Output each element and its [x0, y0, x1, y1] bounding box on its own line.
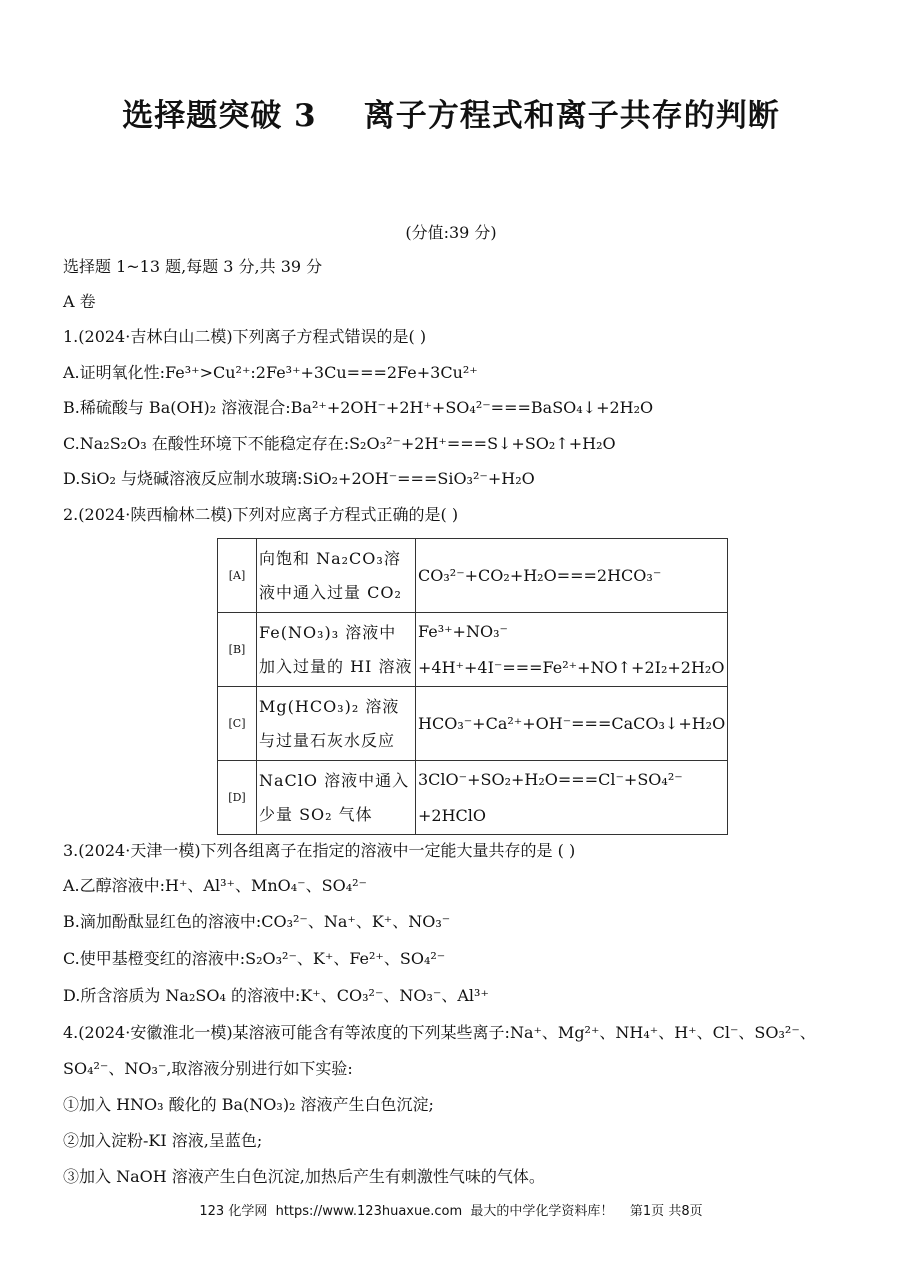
q2-options-table	[217, 538, 728, 835]
q3-option-b: B.滴加酚酞显红色的溶液中:CO₃²⁻、Na⁺、K⁺、NO₃⁻	[63, 912, 451, 931]
option-description: NaClO 溶液中通入少量 SO₂ 气体	[257, 761, 416, 835]
q3-option-d: D.所含溶质为 Na₂SO₄ 的溶液中:K⁺、CO₃²⁻、NO₃⁻、Al³⁺	[63, 986, 489, 1005]
option-label: [C]	[218, 687, 257, 761]
option-label: [D]	[218, 761, 257, 835]
q3-option-a: A.乙醇溶液中:H⁺、Al³⁺、MnO₄⁻、SO₄²⁻	[63, 876, 367, 895]
q4-stem-line2: SO₄²⁻、NO₃⁻,取溶液分别进行如下实验:	[63, 1059, 353, 1078]
option-label: [A]	[218, 539, 257, 613]
q1-option-c: C.Na₂S₂O₃ 在酸性环境下不能稳定存在:S₂O₃²⁻+2H⁺===S↓+SO₂↑+H₂O	[63, 434, 616, 453]
option-description: Fe(NO₃)₃ 溶液中加入过量的 HI 溶液	[257, 613, 416, 687]
q4-stem-line1: 4.(2024·安徽淮北一模)某溶液可能含有等浓度的下列某些离子:Na⁺、Mg²⁺、NH₄⁺、H⁺、Cl⁻、SO₃²⁻、	[63, 1023, 816, 1042]
table-row	[218, 687, 728, 761]
section-label: A 卷	[63, 292, 96, 311]
q4-step-1: ①加入 HNO₃ 酸化的 Ba(NO₃)₂ 溶液产生白色沉淀;	[63, 1095, 434, 1114]
option-description: 向饱和 Na₂CO₃溶液中通入过量 CO₂	[257, 539, 416, 613]
q1-option-a: A.证明氧化性:Fe³⁺>Cu²⁺:2Fe³⁺+3Cu===2Fe+3Cu²⁺	[63, 363, 478, 382]
q2-stem: 2.(2024·陕西榆林二模)下列对应离子方程式正确的是( )	[63, 505, 459, 524]
intro-text: 选择题 1~13 题,每题 3 分,共 39 分	[63, 257, 323, 276]
option-equation: 3ClO⁻+SO₂+H₂O===Cl⁻+SO₄²⁻ +2HClO	[416, 761, 728, 835]
option-label: [B]	[218, 613, 257, 687]
page-footer: 123 化学网 https://www.123huaxue.com 最大的中学化学资料库！ 第1页 共8页	[199, 1204, 703, 1219]
table-row	[218, 539, 728, 613]
table-row	[218, 761, 728, 835]
option-equation: CO₃²⁻+CO₂+H₂O===2HCO₃⁻	[416, 539, 728, 613]
option-description: Mg(HCO₃)₂ 溶液与过量石灰水反应	[257, 687, 416, 761]
q3-stem: 3.(2024·天津一模)下列各组离子在指定的溶液中一定能大量共存的是 ( )	[63, 841, 576, 860]
q1-stem: 1.(2024·吉林白山二模)下列离子方程式错误的是( )	[63, 327, 427, 346]
option-equation: Fe³⁺+NO₃⁻ +4H⁺+4I⁻===Fe²⁺+NO↑+2I₂+2H₂O	[416, 613, 728, 687]
page-title: 选择题突破 3 离子方程式和离子共存的判断	[122, 98, 780, 134]
q4-step-2: ②加入淀粉-KI 溶液,呈蓝色;	[63, 1131, 263, 1150]
q3-option-c: C.使甲基橙变红的溶液中:S₂O₃²⁻、K⁺、Fe²⁺、SO₄²⁻	[63, 949, 446, 968]
table-row	[218, 613, 728, 687]
q1-option-d: D.SiO₂ 与烧碱溶液反应制水玻璃:SiO₂+2OH⁻===SiO₃²⁻+H₂O	[63, 469, 535, 488]
option-equation: HCO₃⁻+Ca²⁺+OH⁻===CaCO₃↓+H₂O	[416, 687, 728, 761]
q1-option-b: B.稀硫酸与 Ba(OH)₂ 溶液混合:Ba²⁺+2OH⁻+2H⁺+SO₄²⁻===BaSO₄↓+2H₂O	[63, 398, 654, 417]
score-note: (分值:39 分)	[405, 223, 497, 242]
q4-step-3: ③加入 NaOH 溶液产生白色沉淀,加热后产生有刺激性气味的气体。	[63, 1167, 545, 1186]
